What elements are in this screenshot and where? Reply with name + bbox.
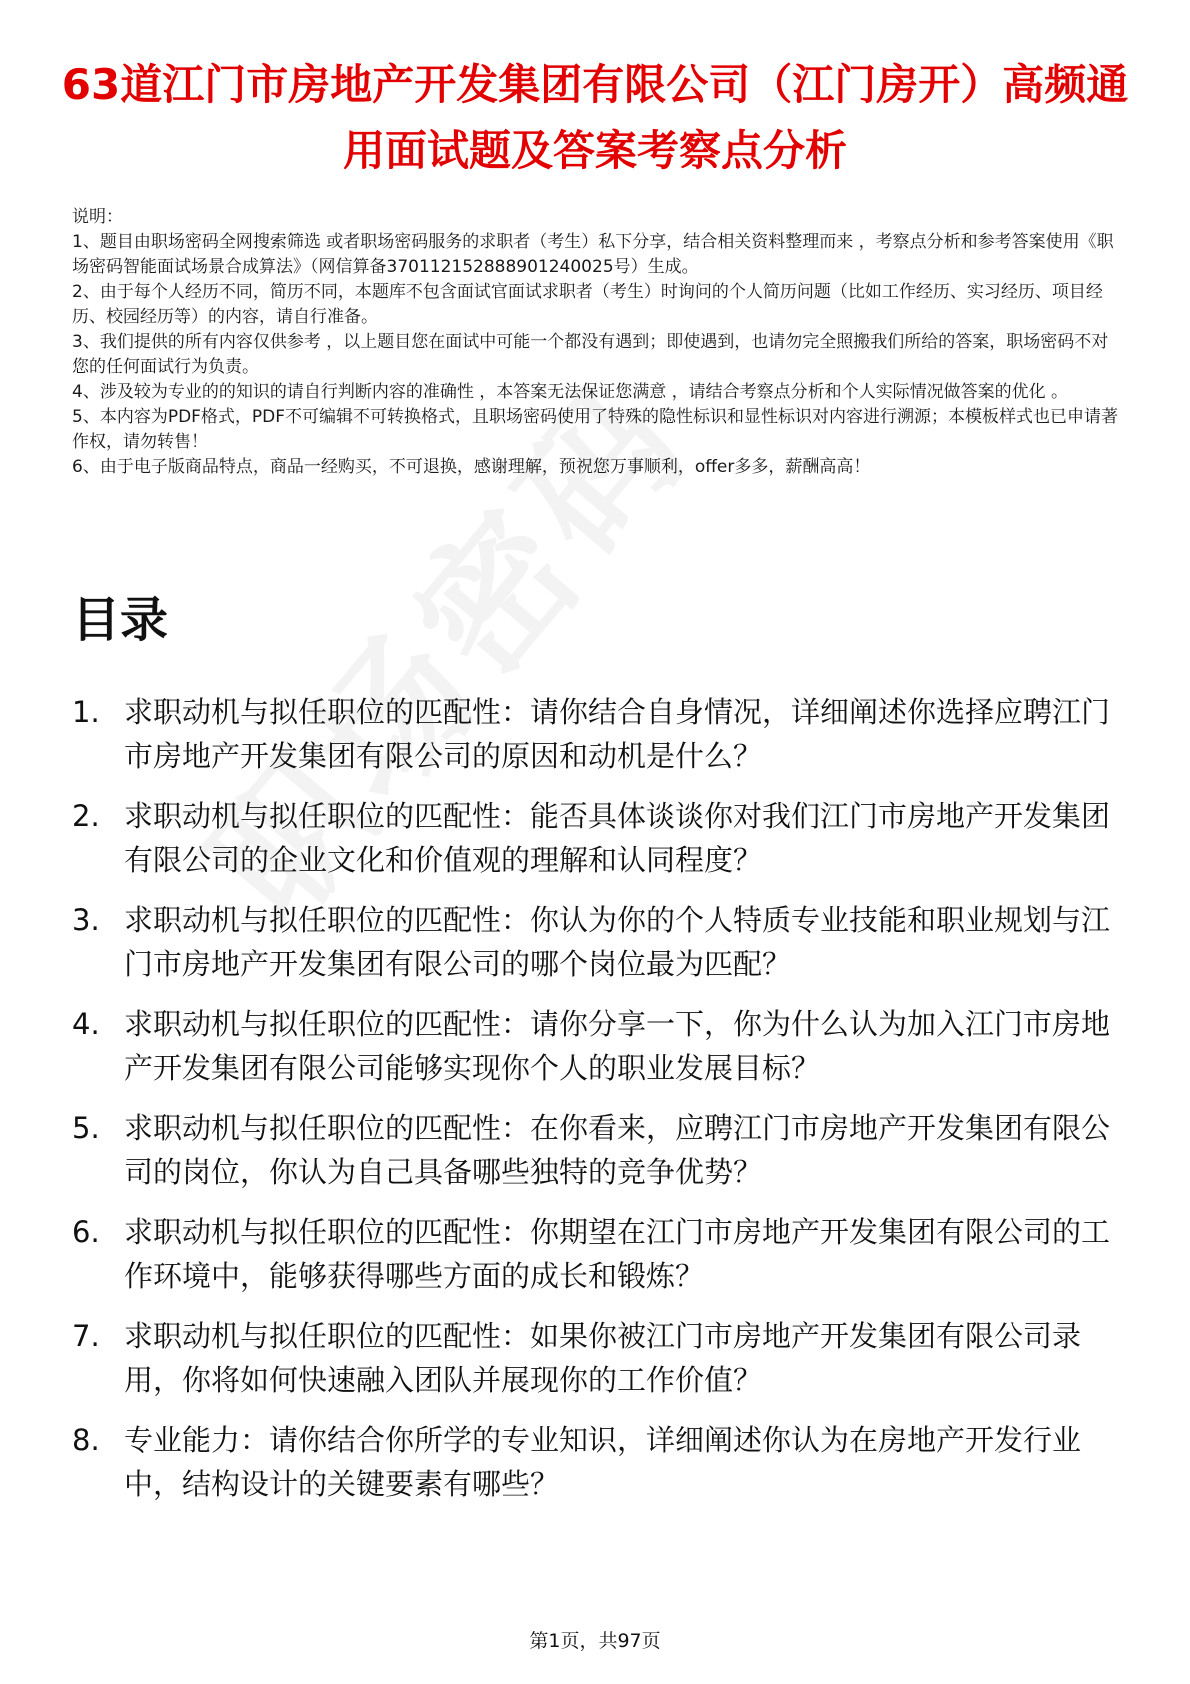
toc-item[interactable] [72,1314,1122,1402]
toc-item-text: 求职动机与拟任职位的匹配性：你期望在江门市房地产开发集团有限公司的工作环境中，能够获得哪些方面的成长和锻炼？ [124,1215,1111,1293]
toc-item[interactable] [72,1002,1122,1090]
toc-item-number: 2. [72,799,100,833]
notes-heading: 说明： [72,207,123,227]
toc-item-number: 5. [72,1111,100,1145]
notes-section [72,205,1122,480]
toc-item[interactable] [72,794,1122,882]
toc-item-text: 专业能力：请你结合你所学的专业知识，详细阐述你认为在房地产开发行业中，结构设计的关键要素有哪些？ [124,1423,1082,1501]
note-item: 2、由于每个人经历不同，简历不同，本题库不包含面试官面试求职者（考生）时询问的个人简历问题（比如工作经历、实习经历、项目经历、校园经历等）的内容，请自行准备。 [72,282,1103,327]
toc-item[interactable] [72,1210,1122,1298]
note-item: 6、由于电子版商品特点，商品一经购买，不可退换，感谢理解，预祝您万事顺利，offer多多，薪酬高高！ [72,457,871,477]
toc-item-number: 6. [72,1215,100,1249]
note-item: 1、题目由职场密码全网搜索筛选 或者职场密码服务的求职者（考生）私下分享，结合相关资料整理而来 ，考察点分析和参考答案使用《职场密码智能面试场景合成算法》（网信算备370112152888901240025号）生成。 [72,232,1114,277]
toc-item-text: 求职动机与拟任职位的匹配性：你认为你的个人特质专业技能和职业规划与江门市房地产开发集团有限公司的哪个岗位最为匹配？ [124,903,1111,981]
note-item: 3、我们提供的所有内容仅供参考 ，以上题目您在面试中可能一个都没有遇到；即使遇到，也请勿完全照搬我们所给的答案，职场密码不对您的任何面试行为负责。 [72,332,1109,377]
toc-item-number: 8. [72,1423,100,1457]
toc-item-number: 4. [72,1007,100,1041]
document-title: 63道江门市房地产开发集团有限公司（江门房开）高频通用面试题及答案考察点分析 [61,60,1129,175]
toc-item-text: 求职动机与拟任职位的匹配性：如果你被江门市房地产开发集团有限公司录用，你将如何快速融入团队并展现你的工作价值？ [124,1319,1082,1397]
toc-item-number: 3. [72,903,100,937]
toc-item[interactable] [72,1418,1122,1506]
table-of-contents [72,690,1122,1522]
toc-item-number: 1. [72,695,100,729]
toc-item-text: 求职动机与拟任职位的匹配性：请你分享一下，你为什么认为加入江门市房地产开发集团有限公司能够实现你个人的职业发展目标？ [124,1007,1111,1085]
toc-item-text: 求职动机与拟任职位的匹配性：能否具体谈谈你对我们江门市房地产开发集团有限公司的企业文化和价值观的理解和认同程度？ [124,799,1111,877]
toc-item[interactable] [72,1106,1122,1194]
toc-item-number: 7. [72,1319,100,1353]
toc-item-text: 求职动机与拟任职位的匹配性：在你看来，应聘江门市房地产开发集团有限公司的岗位，你认为自己具备哪些独特的竞争优势？ [124,1111,1111,1189]
note-item: 4、涉及较为专业的的知识的请自行判断内容的准确性 ，本答案无法保证您满意 ，请结合考察点分析和个人实际情况做答案的优化 。 [72,382,1069,402]
toc-item-text: 求职动机与拟任职位的匹配性：请你结合自身情况，详细阐述你选择应聘江门市房地产开发集团有限公司的原因和动机是什么？ [124,695,1111,773]
toc-item[interactable] [72,898,1122,986]
page-number: 第1页，共97页 [529,1630,661,1652]
note-item: 5、本内容为PDF格式，PDF不可编辑不可转换格式，且职场密码使用了特殊的隐性标识和显性标识对内容进行溯源；本模板样式也已申请著作权，请勿转售！ [72,407,1119,452]
toc-heading: 目录 [72,592,169,648]
toc-item[interactable] [72,690,1122,778]
